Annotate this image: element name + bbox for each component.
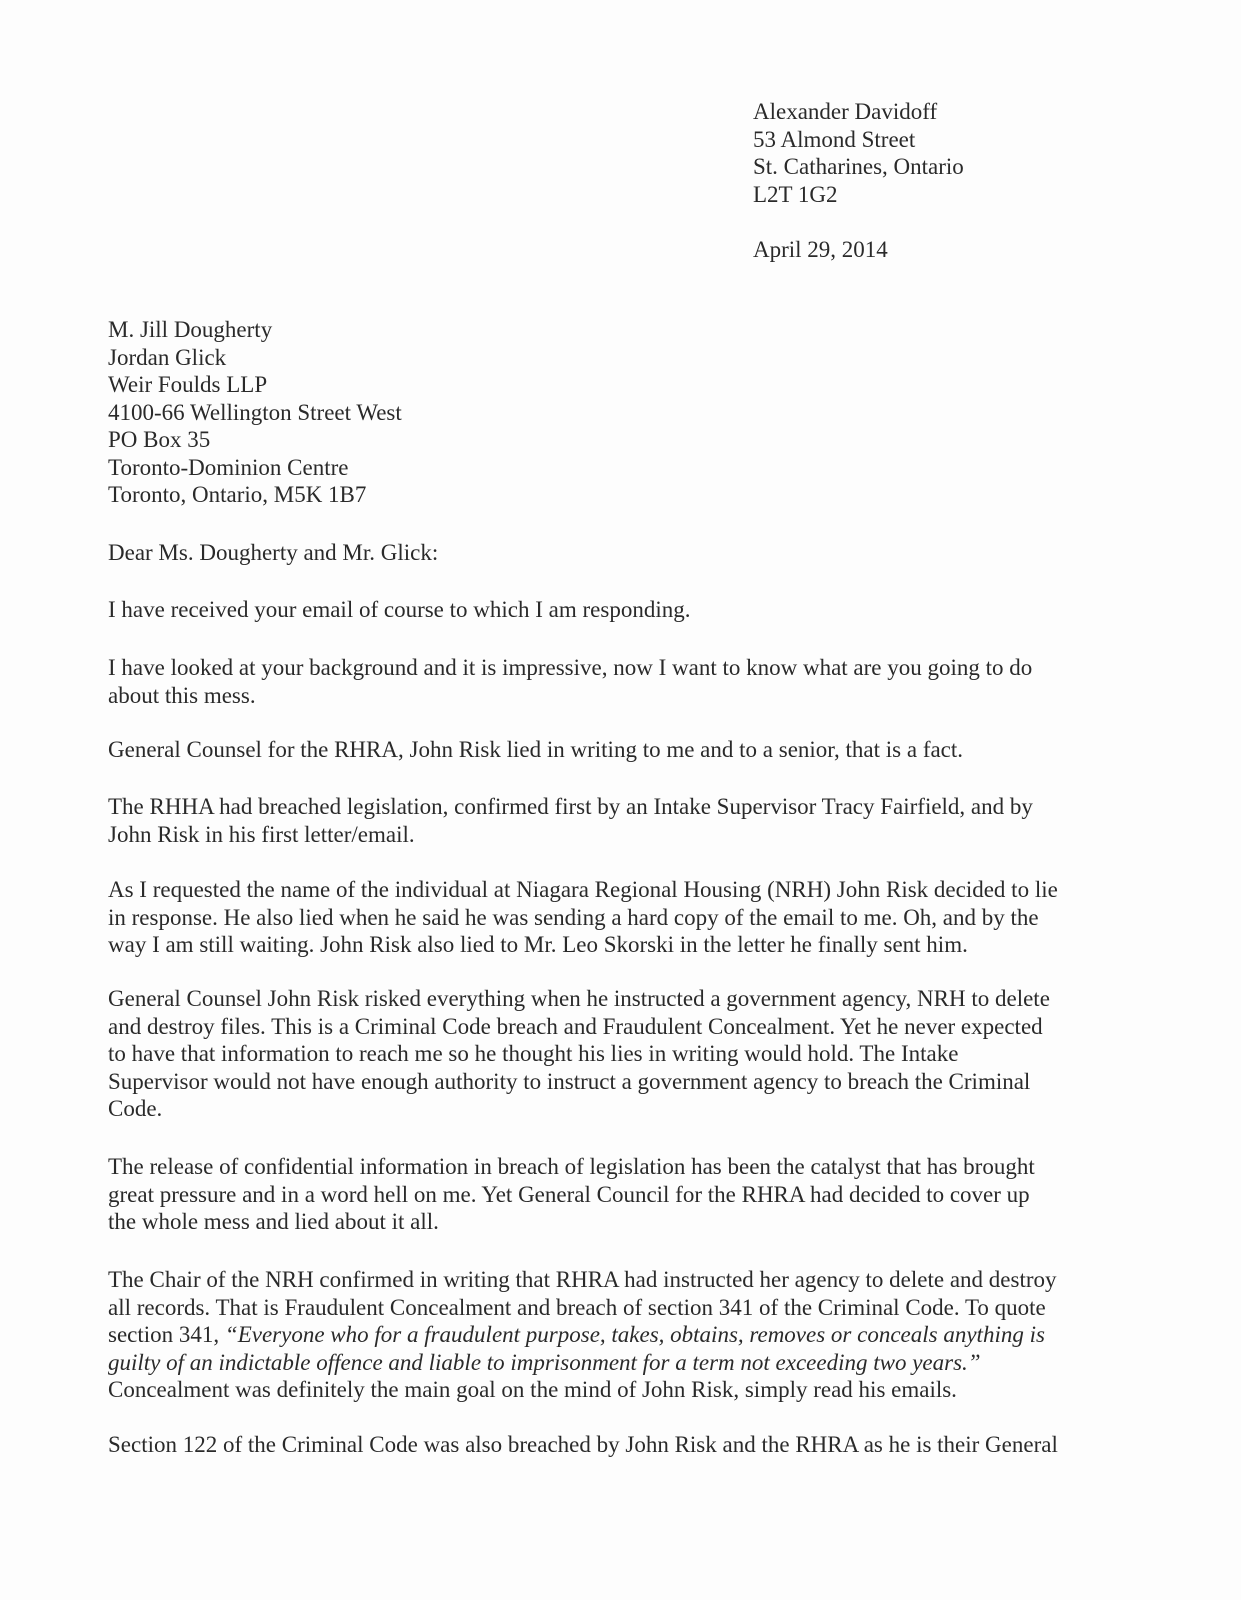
paragraph-line: John Risk in his first letter/email.: [108, 821, 415, 847]
paragraph-line: about this mess.: [108, 682, 256, 708]
paragraph: [108, 985, 1050, 1123]
date-text: April 29, 2014: [753, 237, 888, 262]
paragraph-line: Concealment was definitely the main goal on the mind of John Risk, simply read his emails.: [108, 1377, 957, 1402]
paragraph-line: The release of confidential information in breach of legislation has been the catalyst that has brought: [108, 1154, 1035, 1179]
paragraph-line: the whole mess and lied about it all.: [108, 1209, 439, 1234]
paragraph-line: I have received your email of course to which I am responding.: [108, 597, 691, 622]
paragraph-line: General Counsel John Risk risked everything when he instructed a government agency, NRH to delete: [108, 986, 1050, 1011]
salutation-text: Dear Ms. Dougherty and Mr. Glick:: [108, 540, 439, 565]
paragraph: [108, 596, 690, 624]
paragraph-line: to have that information to reach me so he thought his lies in writing would hold. The Intake: [108, 1041, 959, 1066]
salutation: [108, 539, 438, 567]
paragraph-line: Supervisor would not have enough authority to instruct a government agency to breach the Criminal: [108, 1068, 1031, 1094]
recipient-line: Toronto, Ontario, M5K 1B7: [108, 482, 367, 507]
sender-name: Alexander Davidoff: [753, 99, 938, 124]
paragraph: [108, 793, 1033, 848]
paragraph-line: The Chair of the NRH confirmed in writing that RHRA had instructed her agency to delete and destroy: [108, 1267, 1057, 1292]
quote-text: guilty of an indictable offence and liable to imprisonment for a term not exceeding two years.”: [108, 1349, 981, 1375]
paragraph-line: and destroy files. This is a Criminal Code breach and Fraudulent Concealment. Yet he never expected: [108, 1013, 1043, 1039]
letter-date: [753, 236, 888, 264]
paragraph-line: I have looked at your background and it is impressive, now I want to know what are you going to do: [108, 655, 1033, 680]
paragraph: [108, 876, 1058, 959]
paragraph-line: The RHHA had breached legislation, confirmed first by an Intake Supervisor Tracy Fairfield, and by: [108, 794, 1033, 819]
paragraph-line: Section 122 of the Criminal Code was also breached by John Risk and the RHRA as he is their General: [108, 1432, 1058, 1457]
recipient-line: 4100-66 Wellington Street West: [108, 399, 402, 425]
paragraph-line: great pressure and in a word hell on me. Yet General Council for the RHRA had decided to cover up: [108, 1181, 1030, 1207]
sender-city: St. Catharines, Ontario: [753, 154, 964, 179]
paragraph-line: Code.: [108, 1096, 163, 1121]
sender-postal: L2T 1G2: [753, 181, 838, 207]
paragraph: [108, 654, 1032, 709]
paragraph-line: [108, 1321, 1057, 1349]
paragraph: [108, 1153, 1035, 1236]
sender-address: [753, 98, 964, 208]
paragraph-line: General Counsel for the RHRA, John Risk lied in writing to me and to a senior, that is a fact.: [108, 737, 964, 762]
recipient-address: [108, 316, 402, 509]
paragraph: [108, 1266, 1057, 1404]
paragraph-line: As I requested the name of the individual at Niagara Regional Housing (NRH) John Risk decided to lie: [108, 877, 1058, 902]
quote-text: “Everyone who for a fraudulent purpose, takes, obtains, removes or conceals anything is: [224, 1322, 1045, 1347]
recipient-line: M. Jill Dougherty: [108, 317, 273, 342]
sender-street: 53 Almond Street: [753, 126, 916, 152]
recipient-line: Weir Foulds LLP: [108, 372, 268, 397]
paragraph-line: in response. He also lied when he said he was sending a hard copy of the email to me. Oh, and by the: [108, 904, 1039, 930]
recipient-line: Toronto-Dominion Centre: [108, 454, 349, 480]
paragraph-line: way I am still waiting. John Risk also lied to Mr. Leo Skorski in the letter he finally sent him.: [108, 932, 968, 957]
quote-intro: section 341,: [108, 1322, 225, 1347]
paragraph-line: all records. That is Fraudulent Concealment and breach of section 341 of the Criminal Code. To quote: [108, 1294, 1046, 1320]
recipient-line: Jordan Glick: [108, 344, 227, 370]
paragraph-line: [108, 1349, 1057, 1377]
recipient-line: PO Box 35: [108, 427, 211, 452]
paragraph: [108, 1431, 1058, 1459]
paragraph: [108, 736, 963, 764]
